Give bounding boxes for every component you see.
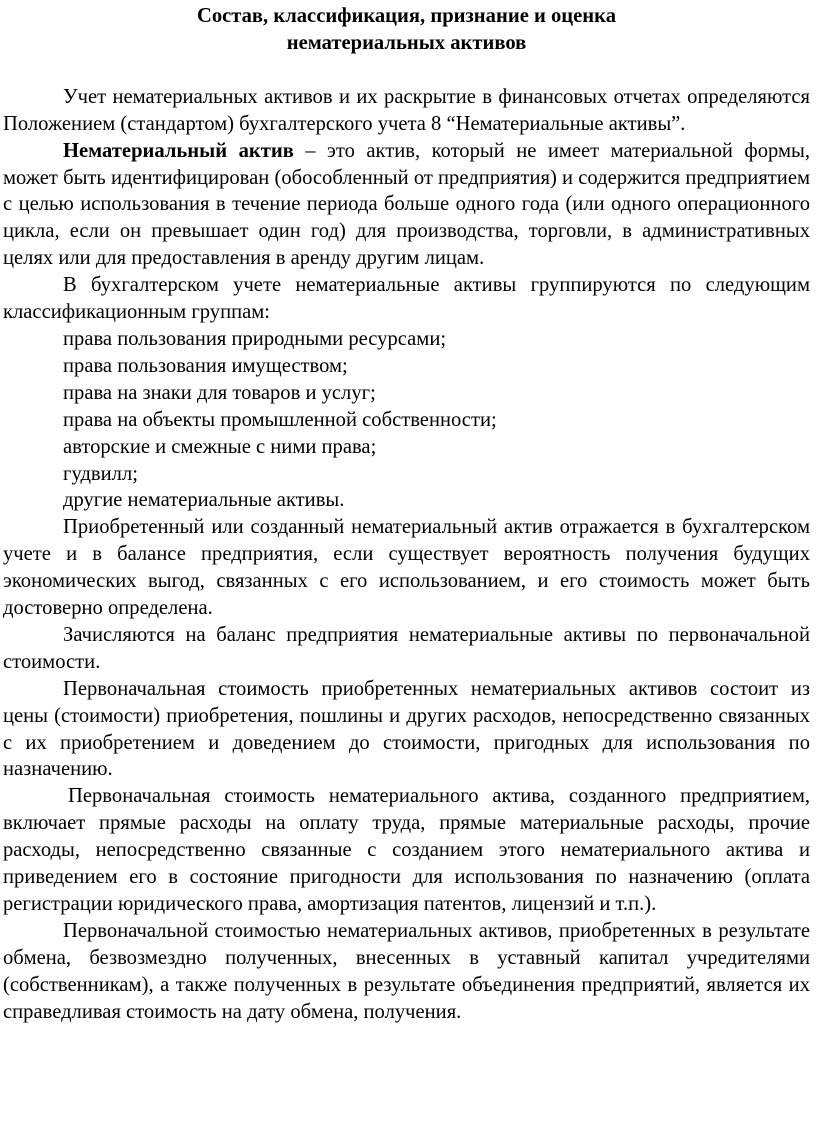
definition-text: – это актив, который не имеет материальной формы, может быть идентифицирован (обособленный от предприятия) и содержится предприятием с целью использования в течение периода больше одного года (или одного операционного цикла, если он превышает один год) для производства, торговли, в административных целях или для предоставления в аренду другим лицам. [3, 139, 811, 270]
list-item: другие нематериальные активы. [63, 489, 345, 512]
paragraph-initial-cost: Зачисляются на баланс предприятия нематериальные активы по первоначальной стоимости. [3, 623, 810, 673]
list-item: права пользования имуществом; [63, 354, 348, 377]
paragraph-created-cost: Первоначальная стоимость нематериального актива, созданного предприятием, включает прямые расходы на оплату труда, прямые материальные расходы, прочие расходы, непосредственно связанные с созданием этого нематериального актива и приведением его в состояние пригодности для использования по назначению (оплата регистрации юридического права, амортизация патентов, лицензий и т.п.). [3, 785, 810, 915]
paragraph-classification-intro: В бухгалтерском учете нематериальные активы группируются по следующим классификационным группам: [3, 274, 810, 324]
paragraph-acquired-cost: Первоначальная стоимость приобретенных нематериальных активов состоит из цены (стоимости) приобретения, пошлины и других расходов, непосредственно связанных с их приобретением и доведением до стоимости, пригодных для использования по назначению. [3, 677, 810, 781]
classification-list [3, 326, 810, 514]
list-item: права пользования природными ресурсами; [63, 327, 447, 350]
paragraph-intro: Учет нематериальных активов и их раскрытие в финансовых отчетах определяются Положением (стандартом) бухгалтерского учета 8 “Нематериальные активы”. [3, 85, 810, 135]
list-item: авторские и смежные с ними права; [63, 435, 377, 458]
paragraph-recognition: Приобретенный или созданный нематериальный актив отражается в бухгалтерском учете и в балансе предприятия, если существует вероятность получения будущих экономических выгод, связанных с его использованием, и его стоимость может быть достоверно определена. [3, 516, 810, 620]
title-line-2: нематериальных активов [286, 31, 527, 54]
document-title [3, 3, 810, 57]
title-spacer [3, 57, 810, 84]
paragraph-definition [3, 138, 810, 273]
defined-term: Нематериальный актив [63, 139, 294, 162]
title-line-1: Состав, классификация, признание и оценка [196, 5, 617, 27]
list-item: права на объекты промышленной собственности; [63, 408, 497, 431]
paragraph-exchange-cost: Первоначальной стоимостью нематериальных активов, приобретенных в результате обмена, безвозмездно полученных, внесенных в уставный капитал учредителями (собственникам), а также полученных в результате объединения предприятий, является их справедливая стоимость на дату обмена, получения. [3, 919, 810, 1023]
list-item: права на знаки для товаров и услуг; [63, 381, 376, 404]
list-item: гудвилл; [63, 462, 138, 485]
